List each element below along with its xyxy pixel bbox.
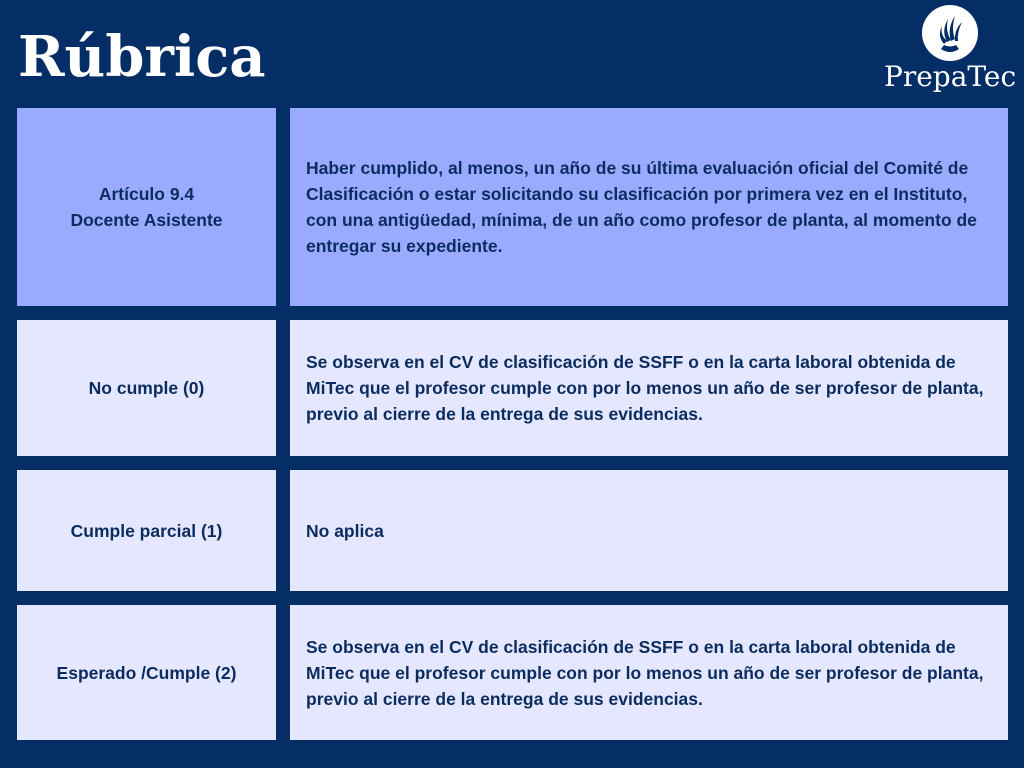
level-description: No aplica xyxy=(306,520,384,541)
rubric-level-cell xyxy=(17,605,276,740)
article-number: Artículo 9.4 xyxy=(98,184,195,204)
rubric-requirement-cell xyxy=(290,108,1008,306)
level-label: No cumple (0) xyxy=(88,378,205,398)
rubric-article-cell xyxy=(17,108,276,306)
level-label: Cumple parcial (1) xyxy=(70,520,223,541)
article-category: Docente Asistente xyxy=(70,210,223,230)
prepatec-logo xyxy=(884,4,1016,96)
level-description: Se observa en el CV de clasificación de SSFF o en la carta laboral obtenida de MiTec que el profesor cumple con por lo menos un año de ser profesor de planta, previo al cierre de la entrega de sus evidencias. xyxy=(306,352,984,424)
rubric-level-cell xyxy=(17,320,276,456)
torch-logo-icon xyxy=(921,4,979,62)
rubric-description-cell xyxy=(290,320,1008,456)
level-description: Se observa en el CV de clasificación de SSFF o en la carta laboral obtenida de MiTec que el profesor cumple con por lo menos un año de ser profesor de planta, previo al cierre de la entrega de sus evidencias. xyxy=(306,636,984,709)
page-title: Rúbrica xyxy=(18,24,266,90)
rubric-level-cell xyxy=(17,470,276,591)
rubric-description-cell xyxy=(290,605,1008,740)
rubric-description-cell xyxy=(290,470,1008,591)
requirement-text: Haber cumplido, al menos, un año de su última evaluación oficial del Comité de Clasificación o estar solicitando su clasificación por primera vez en el Instituto, con una antigüedad, mínima, de un año como profesor de planta, al momento de entregar su expediente. xyxy=(306,158,977,256)
level-label: Esperado /Cumple (2) xyxy=(56,662,237,683)
logo-wordmark: PrepaTec xyxy=(884,60,1017,93)
